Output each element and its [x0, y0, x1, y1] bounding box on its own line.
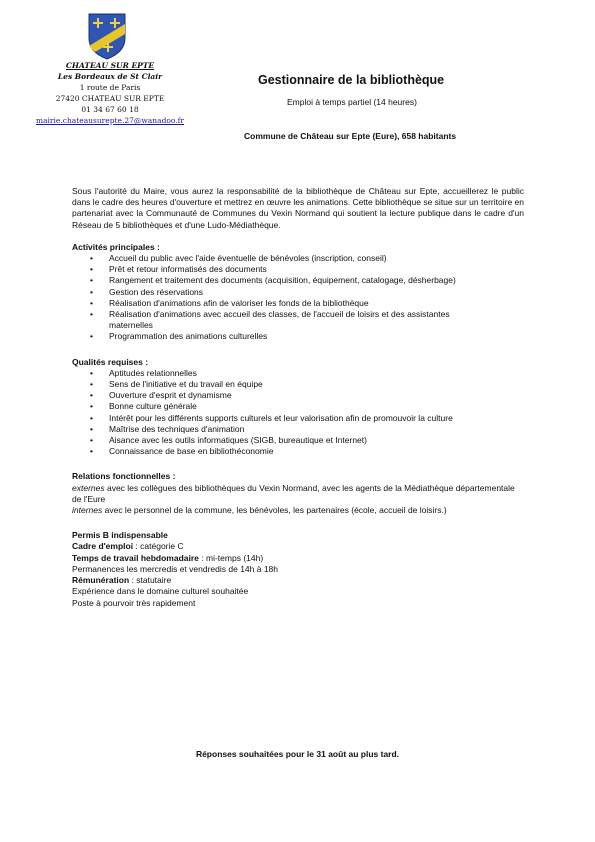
remuneration-label: Rémunération: [72, 575, 130, 586]
town-coat-of-arms-icon: [87, 12, 127, 60]
internal-text: avec le personnel de la commune, les bénévoles, les partenaires (école, accueil de loisirs.): [102, 505, 447, 516]
list-item: • Réalisation d'animations avec accueil des classes, de l'accueil de loisirs et des assistantes maternelles: [72, 309, 524, 331]
list-item: • Ouverture d'esprit et dynamisme: [72, 390, 524, 401]
email-link[interactable]: mairie.chateausurepte.27@wanadoo.fr: [35, 116, 185, 125]
temps-line: [72, 553, 524, 564]
hamlet-name: Les Bordeaux de St Clair: [57, 72, 163, 81]
internal-relations: [72, 505, 524, 516]
list-item: • Programmation des animations culturelles: [72, 331, 524, 342]
response-deadline: Réponses souhaitées pour le 31 août au plus tard.: [195, 749, 400, 759]
list-item: • Rangement et traitement des documents (acquisition, équipement, catalogage, désherbage): [72, 275, 524, 286]
cadre-label: Cadre d'emploi: [72, 541, 134, 552]
permis-line: Permis B indispensable: [72, 530, 168, 541]
list-item: • Intérêt pour les différents supports culturels et leur valorisation afin de promouvoir la culture: [72, 413, 524, 424]
remuneration-value: : statutaire: [129, 575, 172, 586]
remuneration-line: [72, 575, 524, 586]
street-address: 1 route de Paris: [79, 83, 141, 92]
external-label: externes: [72, 482, 105, 493]
city-address: 27420 CHATEAU SUR EPTE: [55, 94, 165, 103]
job-subtitle: Emploi à temps partiel (14 heures): [287, 97, 417, 107]
internal-label: internes: [72, 505, 103, 516]
cadre-value: : catégorie C: [133, 541, 184, 552]
list-item: • Gestion des réservations: [72, 287, 524, 298]
job-title: Gestionnaire de la bibliothèque: [258, 73, 445, 87]
temps-label: Temps de travail hebdomadaire: [72, 552, 199, 563]
temps-value: : mi-temps (14h): [198, 552, 264, 563]
list-item: • Bonne culture générale: [72, 401, 524, 412]
qualities-heading: Qualités requises :: [72, 356, 149, 367]
letterhead-address: [30, 60, 190, 126]
list-item: • Réalisation d'animations afin de valoriser les fonds de la bibliothèque: [72, 298, 524, 309]
list-item: • Maîtrise des techniques d'animation: [72, 424, 524, 435]
job-details: [72, 530, 524, 608]
list-item: • Accueil du public avec l'aide éventuelle de bénévoles (inscription, conseil): [72, 253, 524, 264]
relations-heading: Relations fonctionnelles :: [72, 471, 176, 482]
list-item: • Sens de l'initiative et du travail en équipe: [72, 379, 524, 390]
town-name: CHATEAU SUR EPTE: [65, 61, 155, 70]
activities-heading: Activités principales :: [72, 241, 160, 252]
relations-section: [72, 471, 524, 516]
cadre-line: [72, 541, 524, 552]
commune-info: Commune de Château sur Epte (Eure), 658 habitants: [244, 131, 457, 141]
external-relations: [72, 483, 524, 505]
intro-paragraph: Sous l'autorité du Maire, vous aurez la responsabilité de la bibliothèque de Château sur Epte, accueillerez le public dans le cadre des heures d'ouverture et mettrez en œuvre les animations. Cette bibliothèque se situe sur un territoire en partenariat avec la Communauté de Communes du Vexin Normand qui soutient la lecture publique dans le cadre d'un Réseau de 5 bibliothèques et d'une Ludo-Médiathèque.: [72, 186, 524, 230]
list-item: • Aisance avec les outils informatiques (SIGB, bureautique et Internet): [72, 435, 524, 446]
permanences-line: Permanences les mercredis et vendredis de 14h à 18h: [72, 563, 279, 574]
list-item: • Connaissance de base en bibliothéconomie: [72, 446, 524, 457]
job-description: [72, 186, 524, 609]
external-text: avec les collègues des bibliothèques du Vexin Normand, avec les agents de la Médiathèque départementale de l'Eure: [72, 482, 515, 504]
phone-number: 01 34 67 60 18: [81, 105, 139, 114]
activities-list: [72, 253, 524, 343]
experience-line: Expérience dans le domaine culturel souhaitée: [72, 586, 249, 597]
poste-line: Poste à pourvoir très rapidement: [72, 597, 196, 608]
list-item: • Prêt et retour informatisés des documents: [72, 264, 524, 275]
qualities-list: [72, 368, 524, 458]
list-item: • Aptitudes relationnelles: [72, 368, 524, 379]
